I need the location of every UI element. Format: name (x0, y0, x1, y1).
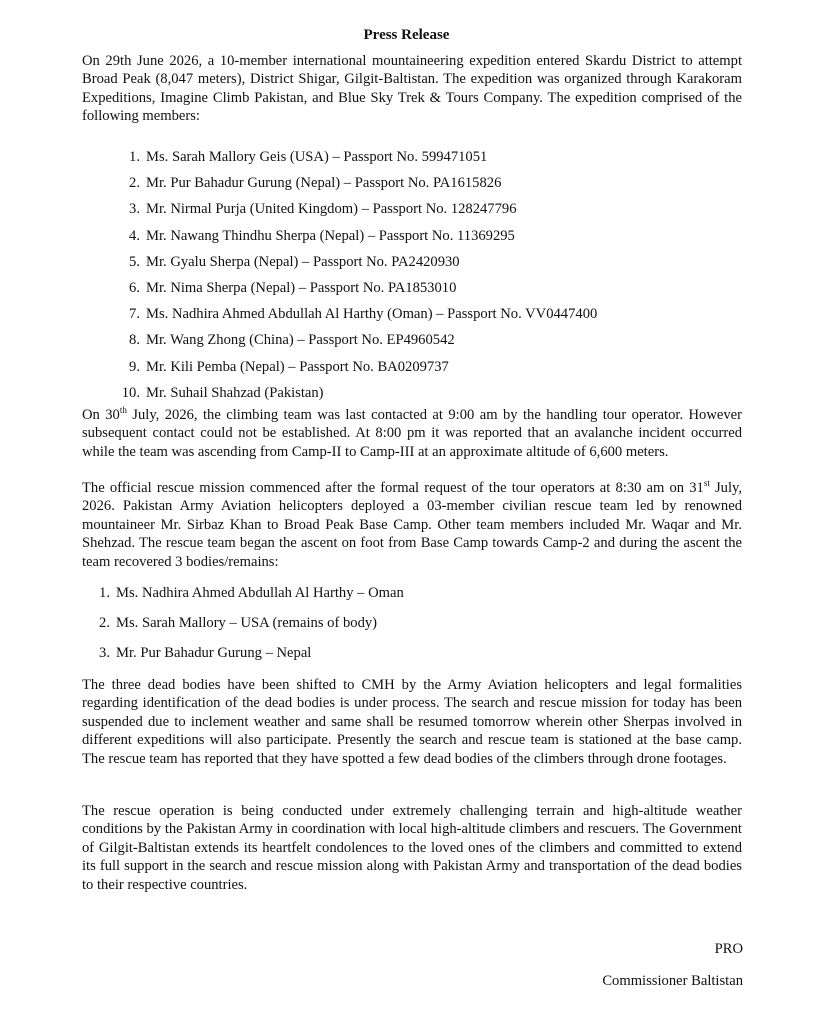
intro-paragraph: On 29th June 2026, a 10-member international mountaineering expedition entered Skardu District to attempt Broad Peak (8,047 meters), District Shigar, Gilgit-Baltistan. The expedition was organized through Karakoram Expeditions, Imagine Climb Pakistan, and Blue Sky Trek & Tours Company. The expedition comprised of the following members: (82, 53, 742, 125)
list-item (0, 644, 813, 674)
list-item-text: Ms. Nadhira Ahmed Abdullah Al Harthy – Oman (116, 585, 404, 601)
list-item-number: 3. (129, 201, 140, 218)
list-item-number: 3. (99, 645, 110, 661)
list-item-number: 7. (129, 306, 140, 323)
paragraph-text: On 30 (82, 407, 120, 423)
list-item-text: Mr. Pur Bahadur Gurung (Nepal) – Passport No. PA1615826 (146, 175, 502, 192)
signature-pro: PRO (714, 941, 743, 957)
list-item-text: Mr. Nima Sherpa (Nepal) – Passport No. PA1853010 (146, 279, 457, 296)
list-item-text: Mr. Nirmal Purja (United Kingdom) – Passport No. 128247796 (146, 201, 517, 218)
list-item-text: Ms. Sarah Mallory – USA (remains of body) (116, 615, 378, 631)
list-item (0, 200, 813, 226)
paragraph-text: July, 2026. Pakistan Army Aviation helicopters deployed a 03-member civilian rescue team led by renowned mountaineer Mr. Sirbaz Khan to Broad Peak Base Camp. Other team members included Mr. Waqar and Mr. Shehzad. The rescue team began the ascent on foot from Base Camp towards Camp-2 and during the ascent the team recovered 3 bodies/remains: (82, 480, 743, 570)
paragraph-text: The official rescue mission commenced after the formal request of the tour operators at 8:30 am on 31 (82, 480, 704, 496)
list-item-text: Mr. Gyalu Sherpa (Nepal) – Passport No. PA2420930 (146, 253, 460, 270)
list-item (0, 614, 813, 644)
list-item-text: Ms. Nadhira Ahmed Abdullah Al Harthy (Oman) – Passport No. VV0447400 (146, 306, 598, 323)
list-item (0, 227, 813, 253)
list-item (0, 148, 813, 174)
list-item (0, 584, 813, 614)
ordinal-suffix: st (703, 478, 710, 489)
bodies-status-paragraph: The three dead bodies have been shifted to CMH by the Army Aviation helicopters and legal formalities regarding identification of the dead bodies is under process. The search and rescue mission for today has been suspended due to inclement weather and same shall be resumed tomorrow wherein other Sherpas involved in different expeditions will also participate. Presently the search and rescue team is stationed at the base camp. The rescue team has reported that they have spotted a few dead bodies of the climbers through drone footages. (82, 677, 742, 767)
list-item-number: 10. (121, 384, 140, 401)
list-item (0, 253, 813, 279)
list-item-number: 1. (129, 149, 140, 165)
list-item-text: Mr. Suhail Shahzad (Pakistan) (146, 384, 324, 401)
member-list (0, 148, 813, 401)
last-contact-paragraph (82, 406, 742, 461)
ordinal-suffix: th (119, 405, 127, 416)
list-item (0, 174, 813, 200)
list-item (0, 331, 813, 357)
list-item-number: 2. (129, 175, 140, 192)
list-item-number: 6. (129, 279, 140, 296)
list-item-text: Ms. Sarah Mallory Geis (USA) – Passport No. 599471051 (146, 149, 488, 165)
list-item-number: 8. (129, 332, 140, 349)
list-item (0, 279, 813, 305)
list-item-text: Mr. Kili Pemba (Nepal) – Passport No. BA0209737 (146, 358, 449, 375)
list-item-number: 9. (129, 358, 140, 375)
closing-paragraph: The rescue operation is being conducted under extremely challenging terrain and high-altitude weather conditions by the Pakistan Army in coordination with local high-altitude climbers and rescuers. The Government of Gilgit-Baltistan extends its heartfelt condolences to the loved ones of the climbers and committed to extend its full support in the search and rescue mission along with Pakistan Army and transportation of the dead bodies to their respective countries. (82, 803, 742, 893)
list-item-text: Mr. Pur Bahadur Gurung – Nepal (116, 645, 312, 661)
rescue-mission-paragraph (82, 479, 742, 571)
list-item-number: 4. (129, 227, 140, 244)
list-item-number: 5. (129, 253, 140, 270)
list-item (0, 358, 813, 384)
list-item-text: Mr. Nawang Thindhu Sherpa (Nepal) – Passport No. 11369295 (146, 227, 515, 244)
list-item-number: 2. (99, 615, 110, 631)
recovered-bodies-list (0, 584, 813, 674)
list-item-number: 1. (99, 585, 110, 601)
signature-office: Commissioner Baltistan (602, 973, 743, 989)
list-item-text: Mr. Wang Zhong (China) – Passport No. EP4960542 (146, 332, 455, 349)
list-item (0, 305, 813, 331)
paragraph-text: July, 2026, the climbing team was last contacted at 9:00 am by the handling tour operator. However subsequent contact could not be established. At 8:00 pm it was reported that an avalanche incident occurred while the team was ascending from Camp-II to Camp-III at an approximate altitude of 6,600 meters. (82, 407, 742, 460)
document-title: Press Release (363, 27, 450, 43)
